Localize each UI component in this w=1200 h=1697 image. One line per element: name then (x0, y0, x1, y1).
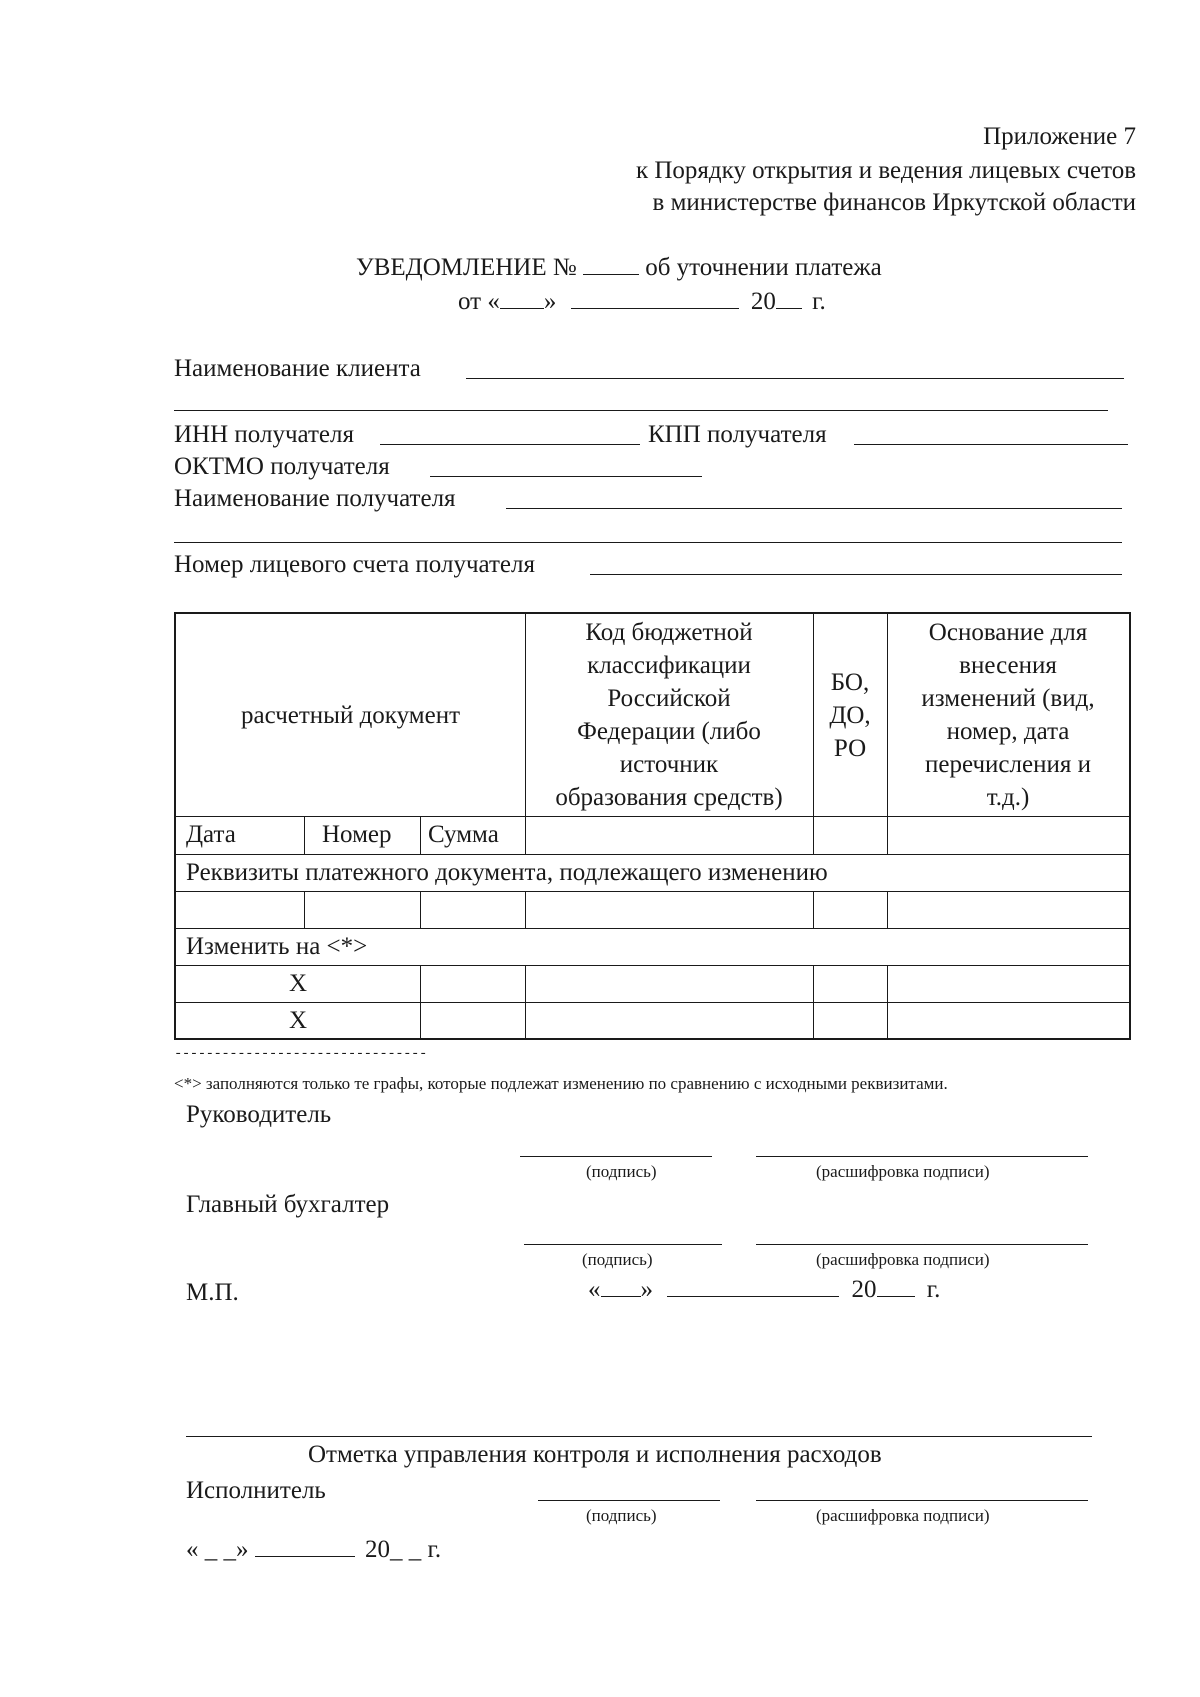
change-row-1-x: X (288, 970, 308, 997)
basis-header-line: перечисления и (925, 751, 1091, 778)
number-subheader: Номер (322, 821, 392, 848)
exec-year-blank: _ _ (390, 1536, 422, 1563)
kbk-header-line: образования средств) (555, 784, 783, 811)
account-label: Номер лицевого счета получателя (174, 551, 535, 578)
accountant-decryption-caption: (расшифровка подписи) (816, 1250, 990, 1269)
date-close-quote: » (543, 288, 557, 315)
exec-date-day: _ _» (204, 1536, 249, 1563)
kbk-header-line: классификации (587, 652, 751, 679)
executor-signature-caption: (подпись) (586, 1506, 657, 1525)
sig-year-prefix: 20 (851, 1276, 877, 1303)
original-basis-cell[interactable] (887, 891, 1129, 928)
change-basis-cell[interactable] (887, 965, 1129, 1002)
client-name-line[interactable] (466, 378, 1124, 379)
accountant-signature-caption: (подпись) (582, 1250, 653, 1269)
notice-title-right: об уточнении платежа (645, 254, 882, 281)
basis-header-line: изменений (вид, (921, 685, 1095, 712)
bo-do-ro-header (813, 614, 887, 816)
control-separator-line (186, 1436, 1092, 1437)
accountant-decryption-line[interactable] (756, 1244, 1088, 1245)
table-rule (420, 816, 421, 854)
exec-date-open: « (186, 1536, 199, 1563)
original-sum-cell[interactable] (420, 891, 525, 928)
change-row-2-x: X (288, 1007, 308, 1034)
signature-date (588, 1274, 940, 1305)
kbk-header-line: источник (619, 751, 719, 778)
year-suffix: г. (812, 288, 826, 315)
basis-header-line: номер, дата (946, 718, 1070, 745)
notice-title-left: УВЕДОМЛЕНИЕ № (356, 254, 577, 281)
table-rule (176, 1002, 1129, 1003)
original-date-cell[interactable] (176, 891, 304, 928)
date-subheader: Дата (186, 821, 236, 848)
exec-year-prefix: 20 (365, 1536, 390, 1563)
chief-accountant-label: Главный бухгалтер (186, 1191, 390, 1218)
table-rule (304, 816, 305, 854)
head-decryption-line[interactable] (756, 1156, 1088, 1157)
executor-decryption-line[interactable] (756, 1500, 1088, 1501)
sig-month-blank (667, 1274, 839, 1297)
client-name-line-2[interactable] (174, 410, 1108, 411)
settlement-doc-header: расчетный документ (241, 701, 460, 729)
recipient-name-line[interactable] (506, 508, 1122, 509)
stamp-label: М.П. (186, 1279, 239, 1306)
control-title: Отметка управления контроля и исполнения расходов (308, 1441, 882, 1468)
notice-number-blank (583, 252, 639, 275)
notice-date (458, 286, 826, 317)
year-prefix: 20 (750, 288, 776, 315)
requisites-section-label: Реквизиты платежного документа, подлежащего изменению (186, 859, 828, 886)
oktmo-line[interactable] (430, 476, 702, 477)
sig-year-blank (877, 1274, 915, 1297)
basis-header-line: т.д.) (986, 784, 1030, 811)
footnote-text: <*> заполняются только те графы, которые подлежат изменению по сравнению с исходными реквизитами. (174, 1074, 948, 1093)
day-blank (500, 286, 544, 309)
recipient-name-label: Наименование получателя (174, 485, 456, 512)
table-rule (176, 928, 1129, 929)
sig-date-open: « (588, 1276, 601, 1303)
executor-label: Исполнитель (186, 1477, 326, 1504)
payment-table (174, 612, 1131, 1040)
change-sum-cell[interactable] (420, 965, 525, 1002)
sig-date-close: » (640, 1276, 653, 1303)
account-line[interactable] (590, 574, 1122, 575)
inn-line[interactable] (380, 444, 640, 445)
footnote-separator: -------------------------------- (174, 1046, 427, 1062)
kbk-header-line: Федерации (либо (577, 718, 761, 745)
original-number-cell[interactable] (304, 891, 420, 928)
kbk-header (525, 614, 813, 816)
kbk-header-line: Код бюджетной (585, 619, 753, 646)
appendix-line-2: в министерстве финансов Иркутской области (652, 189, 1136, 216)
change-section-label: Изменить на <*> (186, 933, 368, 960)
accountant-signature-line[interactable] (524, 1244, 722, 1245)
bo-header-line: БО, (830, 668, 870, 696)
change-bo-cell[interactable] (813, 965, 887, 1002)
basis-header-line: Основание для (928, 619, 1088, 646)
kpp-line[interactable] (854, 444, 1128, 445)
executor-date (186, 1534, 441, 1565)
original-bo-cell[interactable] (813, 891, 887, 928)
table-rule (176, 854, 1129, 855)
original-kbk-cell[interactable] (525, 891, 813, 928)
year-blank (776, 286, 802, 309)
kpp-label: КПП получателя (648, 421, 827, 448)
executor-decryption-caption: (расшифровка подписи) (816, 1506, 990, 1525)
oktmo-label: ОКТМО получателя (174, 453, 390, 480)
client-name-label: Наименование клиента (174, 355, 421, 382)
executor-signature-line[interactable] (538, 1500, 720, 1501)
sig-day-blank (601, 1274, 641, 1297)
bo-header-line: ДО, (829, 701, 871, 729)
head-label: Руководитель (186, 1101, 332, 1128)
bo-header-line: РО (833, 734, 867, 762)
basis-header-line: внесения (959, 652, 1057, 679)
exec-year-suffix: г. (427, 1536, 442, 1563)
notice-title (356, 252, 882, 283)
change-kbk-cell[interactable] (525, 965, 813, 1002)
basis-header (887, 614, 1129, 816)
inn-label: ИНН получателя (174, 421, 354, 448)
head-decryption-caption: (расшифровка подписи) (816, 1162, 990, 1181)
sig-year-suffix: г. (926, 1276, 941, 1303)
sum-subheader: Сумма (428, 821, 499, 848)
head-signature-line[interactable] (520, 1156, 712, 1157)
exec-month-blank (255, 1534, 355, 1557)
appendix-number: Приложение 7 (983, 123, 1136, 150)
month-blank (571, 286, 739, 309)
appendix-line-1: к Порядку открытия и ведения лицевых счетов (635, 157, 1136, 184)
table-rule (176, 816, 1129, 817)
recipient-name-line-2[interactable] (174, 542, 1122, 543)
head-signature-caption: (подпись) (586, 1162, 657, 1181)
date-open-quote: от « (458, 288, 500, 315)
kbk-header-line: Российской (607, 685, 731, 712)
